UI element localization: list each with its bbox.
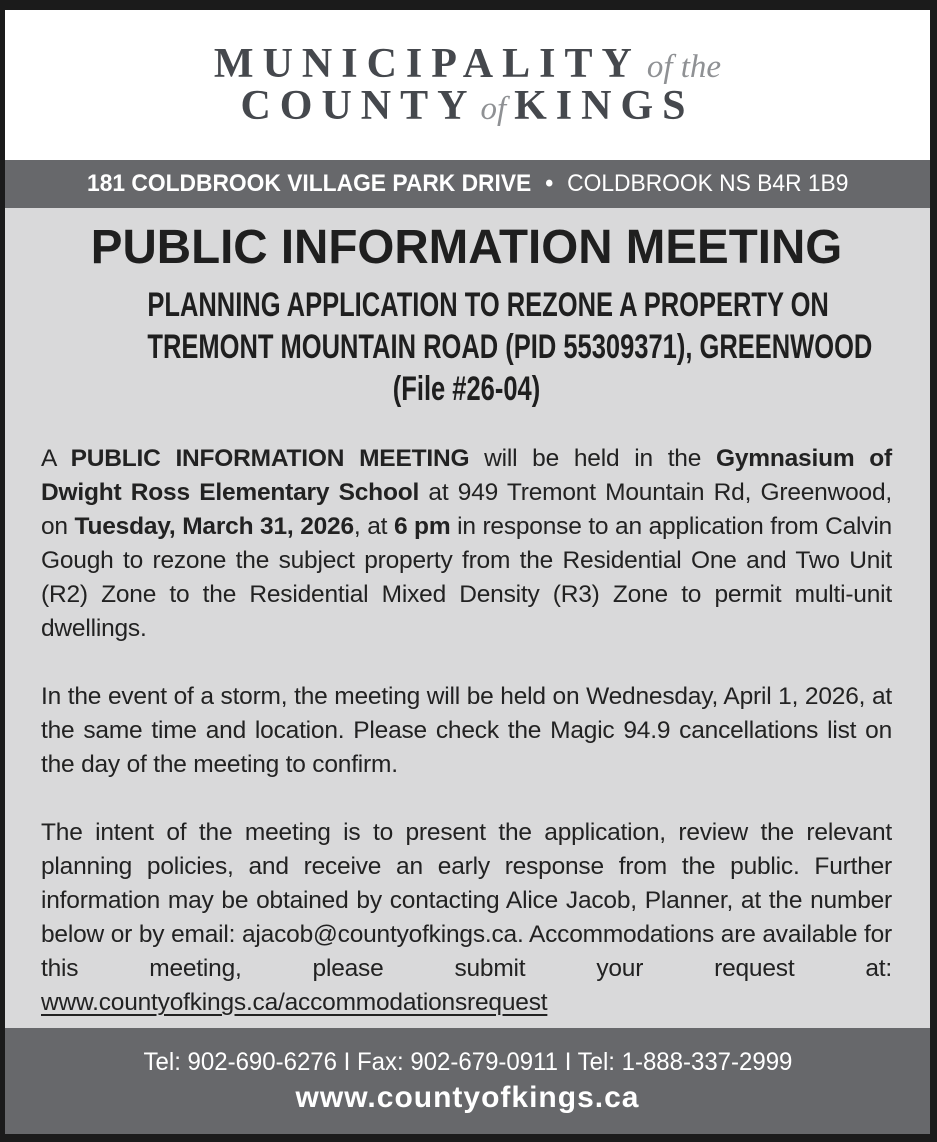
street-address: 181 COLDBROOK VILLAGE PARK DRIVE [86, 170, 532, 197]
text-segment: will be held in the [469, 445, 716, 472]
paragraph-meeting-intent [41, 816, 892, 1020]
text-segment: Tuesday, March 31, 2026 [74, 513, 354, 540]
logo-word-municipality: MUNICIPALITY [213, 41, 641, 87]
masthead [5, 10, 930, 160]
city-postal-code: COLDBROOK NS B4R 1B9 [566, 170, 849, 197]
text-segment: www.countyofkings.ca/accommodationsrequest [41, 989, 548, 1016]
text-segment: In the event of a storm, the meeting will be held on Wednesday, April 1, 2026, at the same time and location. Please check the Magic 94.9 cancellations list on the day of the meeting to confirm. [41, 683, 892, 778]
text-segment: The intent of the meeting is to present the application, review the relevant planning policies, and receive an early response from the public. Further information may be obtained by contacting Alice Jacob, Planner, at the number below or by email: ajacob@countyofkings.ca. Accommodations are available for this meeting, please submit your request at: [41, 819, 892, 982]
logo-line-2 [214, 85, 721, 127]
county-of-kings-logo [214, 43, 721, 127]
paragraph-meeting-details [41, 442, 892, 646]
address-text [87, 170, 848, 198]
text-segment: A [41, 445, 71, 472]
subtitle-line-2: TREMONT MOUNTAIN ROAD (PID 55309371), GREENWOOD [147, 328, 873, 366]
logo-word-of-the: of the [646, 49, 722, 85]
bullet-separator: • [544, 170, 553, 197]
text-segment: Gymnasium of Dwight Ross Elementary School [41, 445, 892, 506]
notice-subtitle [147, 284, 873, 410]
logo-word-of: of [480, 91, 507, 127]
footer-bar [5, 1028, 930, 1134]
text-segment: in response to an application from Calvin Gough to rezone the subject property from the Residential One and Two Unit (R2) Zone to the Residential Mixed Density (R3) Zone to permit multi-unit dwellings. [41, 513, 892, 642]
notice-body [5, 208, 930, 1028]
logo-line-1 [214, 43, 721, 85]
text-segment: , at [353, 513, 394, 540]
notice-title: PUBLIC INFORMATION MEETING [90, 221, 843, 274]
text-segment: at 949 Tremont Mountain Rd, Greenwood, on [41, 479, 892, 540]
subtitle-line-3: (File #26-04) [392, 370, 541, 408]
footer-website-url: www.countyofkings.ca [295, 1080, 640, 1114]
logo-word-county: COUNTY [240, 83, 477, 129]
paragraph-storm-date [41, 680, 892, 782]
subtitle-line-1: PLANNING APPLICATION TO REZONE A PROPERTY ON [147, 286, 829, 324]
text-segment: PUBLIC INFORMATION MEETING [70, 445, 470, 472]
logo-word-kings: KINGS [514, 83, 695, 129]
footer-contact-numbers: Tel: 902-690-6276 I Fax: 902-679-0911 I Tel: 1-888-337-2999 [143, 1047, 792, 1076]
address-bar [5, 160, 930, 208]
text-segment: 6 pm [393, 513, 451, 540]
